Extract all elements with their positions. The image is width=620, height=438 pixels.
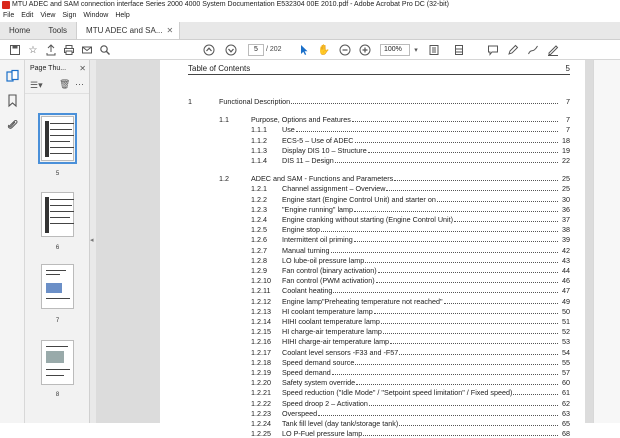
thumbnail-line xyxy=(50,211,74,212)
toc-entry-title: HIHI coolant temperature lamp xyxy=(282,317,380,326)
menu-edit[interactable]: Edit xyxy=(21,12,34,19)
toc-entry-number: 1.2.1 xyxy=(251,184,267,194)
toc-entry-title: LO lube-oil pressure lamp xyxy=(282,255,365,265)
toc-entry-page: 19 xyxy=(562,145,570,155)
toc-entry-number: 1.2.16 xyxy=(251,337,271,347)
toc-entry[interactable] xyxy=(188,195,570,204)
toc-entry-title: "Engine running" lamp xyxy=(282,204,354,214)
more-options-icon[interactable]: ⋯ xyxy=(75,79,84,89)
save-icon[interactable] xyxy=(8,43,22,57)
toc-entry-page: 7 xyxy=(566,97,570,106)
toc-entry-page: 46 xyxy=(562,276,570,286)
toc-entry-title: Speed demand source xyxy=(282,357,355,367)
toc-dot-leader xyxy=(437,195,558,202)
right-tools-pane xyxy=(593,60,620,423)
toc-dot-leader xyxy=(376,276,558,283)
toc-entry-number: 1.2.3 xyxy=(251,204,267,214)
toc-entry[interactable] xyxy=(188,146,570,155)
toc-dot-leader xyxy=(355,136,558,143)
thumbnail-line xyxy=(50,223,74,224)
thumbnail-line xyxy=(50,141,70,142)
page-thumbnail-7[interactable] xyxy=(41,264,74,309)
thumbnail-figure xyxy=(46,351,64,363)
toc-entry-page: 57 xyxy=(562,368,570,377)
toc-entry-title: HI charge-air temperature lamp xyxy=(282,327,382,337)
toc-entry-number: 1.1.3 xyxy=(251,145,267,155)
acrobat-app-icon xyxy=(2,1,10,9)
toc-dot-leader xyxy=(365,256,558,263)
toc-dot-leader xyxy=(354,235,558,242)
page-thumbnail-5[interactable] xyxy=(41,116,74,161)
toc-entry-title: Tank fill level (day tank/storage tank) xyxy=(282,419,399,428)
toc-heading-row xyxy=(188,64,570,75)
toc-entry-number: 1.1 xyxy=(219,115,229,125)
fill-sign-icon[interactable] xyxy=(546,43,560,57)
toc-entry-title: Engine stop xyxy=(282,225,320,235)
toc-entry-title: Fan control (binary activation) xyxy=(282,266,377,275)
toc-dot-leader xyxy=(335,156,558,163)
toc-entry-number: 1.2.8 xyxy=(251,255,267,265)
thumbnail-line xyxy=(50,135,74,136)
toc-entry-number: 1.2.11 xyxy=(251,286,271,296)
toc-entry-page: 60 xyxy=(562,378,570,388)
page-thumbnails-icon[interactable] xyxy=(6,70,19,83)
toc-entry-number: 1.2.4 xyxy=(251,215,267,224)
tab-document-label: MTU ADEC and SA... xyxy=(86,25,163,35)
thumbnail-label-7: 7 xyxy=(55,318,60,324)
toc-dot-leader xyxy=(354,205,558,212)
thumbnail-line xyxy=(46,274,60,275)
toc-entry-page: 47 xyxy=(562,286,570,296)
toc-entry-number: 1.2.22 xyxy=(251,398,271,408)
toc-dot-leader xyxy=(352,115,558,122)
toc-entry-number: 1.2.24 xyxy=(251,419,271,428)
toc-entry-number: 1 xyxy=(188,97,192,106)
toc-entry[interactable] xyxy=(188,184,570,193)
comment-icon[interactable] xyxy=(486,43,500,57)
toc-entry-title: LO P-Fuel pressure lamp xyxy=(282,429,363,438)
toc-entry-page: 68 xyxy=(562,429,570,438)
toc-entry-number: 1.2.21 xyxy=(251,388,271,398)
toc-entry-title: Manual turning xyxy=(282,245,330,255)
document-page xyxy=(160,60,585,438)
close-icon[interactable]: ✕ xyxy=(166,25,174,35)
collapse-panel-icon[interactable]: ◂ xyxy=(90,237,94,244)
zoom-in-icon[interactable] xyxy=(358,43,372,57)
thumbnail-label-5: 5 xyxy=(55,171,60,177)
toc-dot-leader xyxy=(331,246,558,253)
toc-entry-title: Intermittent oil priming xyxy=(282,235,353,245)
toc-entry[interactable] xyxy=(188,317,570,326)
toc-entry-page: 52 xyxy=(562,327,570,337)
thumbnail-options-icon[interactable]: ☰▾ xyxy=(30,80,43,90)
toc-dot-leader xyxy=(444,297,558,304)
toc-entry-page: 63 xyxy=(562,408,570,418)
toc-dot-leader xyxy=(356,378,558,385)
search-icon[interactable] xyxy=(98,43,112,57)
tab-home[interactable]: Home xyxy=(9,26,31,35)
toc-entry-number: 1.2.14 xyxy=(251,317,271,326)
toc-entry-number: 1.2.20 xyxy=(251,378,271,388)
toc-entry[interactable] xyxy=(188,337,570,346)
toc-dot-leader xyxy=(399,419,558,426)
toc-entry[interactable] xyxy=(188,174,570,183)
attachments-paperclip-icon[interactable] xyxy=(6,118,19,131)
toc-entry-page: 44 xyxy=(562,266,570,275)
toc-entry[interactable] xyxy=(188,246,570,255)
menu-window[interactable]: Window xyxy=(83,12,109,19)
toc-entry-number: 1.2.18 xyxy=(251,357,271,367)
bookmark-star-icon[interactable]: ☆ xyxy=(28,44,38,56)
toc-dot-leader xyxy=(369,399,558,406)
toc-dot-leader xyxy=(333,286,558,293)
toc-entry-number: 1.2.7 xyxy=(251,245,267,255)
thumbnail-line xyxy=(46,369,70,370)
toc-entry-number: 1.2.9 xyxy=(251,266,267,275)
toc-entry-title: ADEC and SAM - Functions and Parameters xyxy=(251,174,394,184)
toc-dot-leader xyxy=(291,97,558,104)
toc-entry-page: 50 xyxy=(562,306,570,316)
thumbnail-label-8: 8 xyxy=(55,392,60,398)
toc-entry-title: Engine cranking without starting (Engine Control Unit) xyxy=(282,215,453,224)
toc-entry-title: Overspeed xyxy=(282,408,318,418)
toc-entry-title: Functional Description xyxy=(219,97,291,106)
toc-dot-leader xyxy=(399,348,558,355)
toc-entry-number: 1.2 xyxy=(219,174,229,184)
toc-entry[interactable] xyxy=(188,276,570,285)
toc-entry-title: Engine start (Engine Control Unit) and starter on xyxy=(282,194,436,204)
toc-dot-leader xyxy=(383,327,558,334)
toc-entry-title: Use xyxy=(282,125,295,135)
thumbnail-line xyxy=(50,205,72,206)
toc-entry[interactable] xyxy=(188,368,570,377)
left-navigation-rail xyxy=(0,60,25,423)
toc-heading: Table of Contents xyxy=(188,64,251,73)
select-cursor-icon[interactable] xyxy=(297,43,311,57)
toc-entry-page: 25 xyxy=(562,184,570,194)
thumbnail-content xyxy=(45,121,49,157)
toc-entry[interactable] xyxy=(188,256,570,265)
thumbnail-line xyxy=(50,199,74,200)
toc-entry[interactable] xyxy=(188,429,570,438)
toc-entry-title: HI coolant temperature lamp xyxy=(282,306,373,316)
toc-entry-title: Speed droop 2 – Activation xyxy=(282,398,368,408)
toc-entry[interactable] xyxy=(188,156,570,165)
thumbnail-content xyxy=(45,197,49,233)
toc-dot-leader xyxy=(332,368,558,375)
hand-tool-icon[interactable]: ✋ xyxy=(317,44,331,56)
thumbnail-line xyxy=(50,153,72,154)
tab-bar xyxy=(0,22,620,40)
thumbnail-line xyxy=(46,298,70,299)
toc-entry-page: 25 xyxy=(562,174,570,184)
toc-entry-number: 1.2.19 xyxy=(251,368,271,377)
toc-entry-page: 51 xyxy=(562,317,570,326)
toc-entry-title: Speed demand xyxy=(282,368,331,377)
toc-dot-leader xyxy=(390,337,558,344)
bookmarks-icon[interactable] xyxy=(6,94,19,107)
menu-sign[interactable]: Sign xyxy=(62,12,77,19)
thumbnail-line xyxy=(50,217,70,218)
toc-dot-leader xyxy=(513,388,558,395)
toc-entry-number: 1.2.15 xyxy=(251,327,271,337)
toc-entry-page: 39 xyxy=(562,235,570,245)
toc-entry-page: 38 xyxy=(562,225,570,235)
toc-dot-leader xyxy=(363,429,558,436)
page-thumbnail-8[interactable] xyxy=(41,340,74,385)
toc-entry-title: Coolant heating xyxy=(282,286,333,296)
toc-entry-number: 1.2.5 xyxy=(251,225,267,235)
page-thumbnail-6[interactable] xyxy=(41,192,74,237)
toc-entry-title: Speed reduction ("Idle Mode" / "Setpoint speed limitation" / Fixed speed) xyxy=(282,388,513,398)
toc-dot-leader xyxy=(381,317,558,324)
toc-entry[interactable] xyxy=(188,266,570,275)
delete-page-icon[interactable]: 🗑 xyxy=(59,79,71,89)
toc-entry-page: 22 xyxy=(562,156,570,165)
toc-entry-page: 65 xyxy=(562,419,570,428)
toc-entry-title: Fan control (PWM activation) xyxy=(282,276,375,286)
toc-entry[interactable] xyxy=(188,286,570,295)
toc-entry-title: Coolant level sensors -F33 and -F57 xyxy=(282,347,399,357)
toc-entry-title: DIS 11 – Design xyxy=(282,156,334,165)
next-page-icon[interactable] xyxy=(224,43,238,57)
thumbnail-line xyxy=(50,147,74,148)
toc-dot-leader xyxy=(454,215,558,222)
toc-entry[interactable] xyxy=(188,97,570,106)
thumbnail-line xyxy=(46,270,66,271)
tab-tools[interactable]: Tools xyxy=(48,26,68,35)
toc-entry-page: 37 xyxy=(562,215,570,224)
close-panel-icon[interactable]: ✕ xyxy=(79,64,86,73)
toc-entry-number: 1.2.25 xyxy=(251,429,271,438)
toc-entry-number: 1.2.17 xyxy=(251,347,271,357)
toc-dot-leader xyxy=(394,174,558,181)
toc-entry-number: 1.2.2 xyxy=(251,194,267,204)
toc-entry-title: Display DIS 10 – Structure xyxy=(282,145,367,155)
thumbnail-line xyxy=(50,129,72,130)
tab-document[interactable] xyxy=(76,22,180,39)
toc-entry-page: 43 xyxy=(562,255,570,265)
toc-entry-number: 1.2.6 xyxy=(251,235,267,245)
window-title: MTU ADEC and SAM connection interface Series 2000 4000 System Documentation E532304 00E 2010.pdf - Adobe Acrobat Pro DC (32-bit) xyxy=(12,1,449,8)
page-fit-icon[interactable] xyxy=(426,43,442,57)
menu-help[interactable]: Help xyxy=(115,12,130,19)
thumbnails-header xyxy=(25,60,89,78)
previous-page-icon[interactable] xyxy=(202,43,216,57)
toc-dot-leader xyxy=(321,225,558,232)
toc-entry-title: Purpose, Options and Features xyxy=(251,115,351,125)
toc-dot-leader xyxy=(355,358,558,365)
toc-entry-number: 1.2.12 xyxy=(251,296,271,306)
thumbnail-figure xyxy=(46,283,62,293)
toc-dot-leader xyxy=(318,409,558,416)
thumbnails-toolbar xyxy=(25,78,89,94)
page-number-input[interactable]: 5 xyxy=(248,44,264,56)
page-count: / 202 xyxy=(266,46,282,53)
thumbnail-label-6: 6 xyxy=(55,245,60,251)
toc-entry-number: 1.2.13 xyxy=(251,306,271,316)
toc-entry[interactable] xyxy=(188,235,570,244)
toc-entry[interactable] xyxy=(188,297,570,306)
upload-icon[interactable] xyxy=(44,43,58,57)
zoom-out-icon[interactable] xyxy=(338,43,352,57)
toc-dot-leader xyxy=(296,125,558,132)
menu-view[interactable]: View xyxy=(40,12,56,19)
toc-entry-page: 30 xyxy=(562,194,570,204)
thumbnail-line xyxy=(46,375,64,376)
menu-file[interactable]: File xyxy=(3,12,15,19)
main-toolbar xyxy=(0,40,620,60)
toc-entry[interactable] xyxy=(188,419,570,428)
toc-entry-page: 36 xyxy=(562,204,570,214)
thumbnail-line xyxy=(46,346,68,347)
toc-entry-page: 49 xyxy=(562,296,570,306)
toc-entry-page: 42 xyxy=(562,245,570,255)
toc-entry[interactable] xyxy=(188,409,570,418)
toc-entry-number: 1.2.23 xyxy=(251,408,271,418)
toc-entry-page: 55 xyxy=(562,357,570,367)
toc-entry[interactable] xyxy=(188,115,570,124)
page-thumbnails-panel xyxy=(25,60,90,423)
toc-entry-title: Channel assignment – Overview xyxy=(282,184,386,194)
toc-entry-number: 1.1.2 xyxy=(251,135,267,145)
toc-entry[interactable] xyxy=(188,215,570,224)
toc-entry[interactable] xyxy=(188,205,570,214)
print-icon[interactable] xyxy=(62,43,76,57)
thumbnails-panel-title: Page Thu... xyxy=(30,65,67,72)
toc-entry-page: 7 xyxy=(566,125,570,135)
toc-heading-page: 5 xyxy=(565,64,570,73)
toc-entry[interactable] xyxy=(188,388,570,397)
toc-dot-leader xyxy=(378,266,558,273)
toc-entry-title: Safety system override xyxy=(282,378,356,388)
toc-entry-number: 1.1.1 xyxy=(251,125,267,135)
menu-bar xyxy=(0,10,620,22)
toc-entry-page: 18 xyxy=(562,135,570,145)
draw-icon[interactable] xyxy=(526,43,540,57)
toc-entry-title: Engine lamp"Preheating temperature not reached" xyxy=(282,296,443,306)
toc-entry[interactable] xyxy=(188,358,570,367)
email-icon[interactable] xyxy=(80,43,94,57)
toc-entry[interactable] xyxy=(188,348,570,357)
toc-entry-page: 53 xyxy=(562,337,570,347)
toc-entry[interactable] xyxy=(188,399,570,408)
toc-dot-leader xyxy=(374,307,558,314)
chevron-down-icon[interactable]: ▾ xyxy=(414,47,418,54)
toc-entry[interactable] xyxy=(188,378,570,387)
toc-dot-leader xyxy=(368,146,558,153)
toc-entry[interactable] xyxy=(188,225,570,234)
toc-entry-page: 62 xyxy=(562,398,570,408)
toc-entry-title: HIHI charge-air temperature lamp xyxy=(282,337,390,347)
document-view[interactable] xyxy=(96,60,593,438)
toc-entry-page: 54 xyxy=(562,347,570,357)
toc-entry-number: 1.1.4 xyxy=(251,156,267,165)
toc-entry-page: 7 xyxy=(566,115,570,125)
window-title-bar xyxy=(0,0,620,10)
thumbnail-line xyxy=(50,123,74,124)
toc-entry[interactable] xyxy=(188,307,570,316)
toc-dot-leader xyxy=(386,184,558,191)
highlight-pen-icon[interactable] xyxy=(506,43,520,57)
toc-entry[interactable] xyxy=(188,125,570,134)
toc-entry-page: 61 xyxy=(562,388,570,398)
toc-entry-number: 1.2.10 xyxy=(251,276,271,286)
zoom-level-select[interactable]: 100% xyxy=(380,44,410,56)
toc-entry-title: ECS-5 – Use of ADEC xyxy=(282,135,354,145)
toc-entry[interactable] xyxy=(188,327,570,336)
scroll-mode-icon[interactable] xyxy=(452,43,466,57)
toc-entry[interactable] xyxy=(188,136,570,145)
